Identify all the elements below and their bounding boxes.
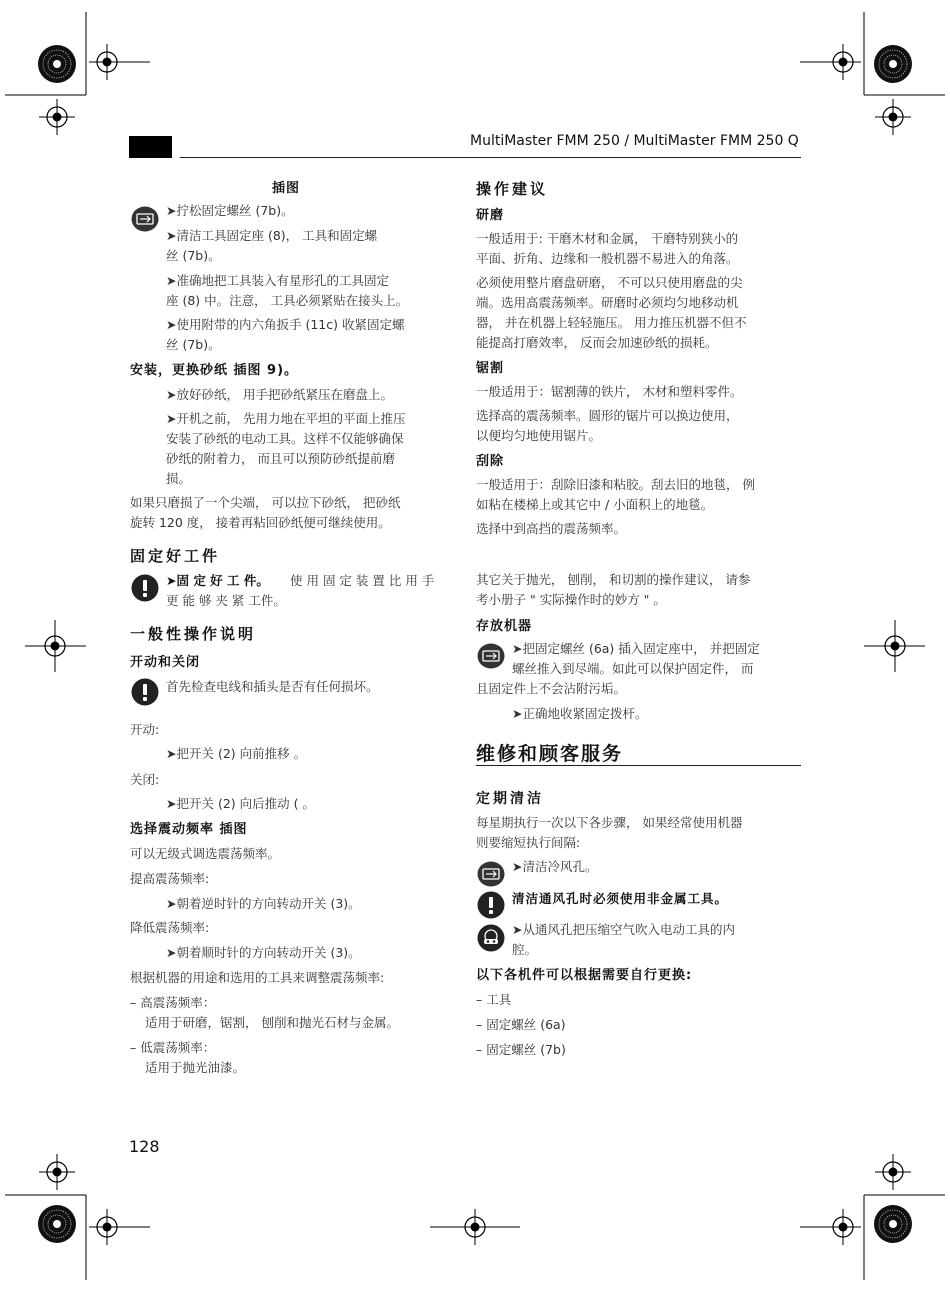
freq-heading: 选择震动频率 插图 (130, 822, 248, 837)
scrape-heading: 刮除 (476, 454, 505, 469)
step-line: ➤开机之前， 先用力地在平坦的平面上推压 (166, 411, 406, 426)
high-label: – 高震荡频率： (130, 995, 216, 1010)
step-line: 丝 (7b)。 (166, 248, 221, 263)
check-text: 首先检查电线和插头是否有任何损坏。 (166, 679, 379, 694)
step-line: ➤放好砂纸， 用手把砂纸紧压在磨盘上。 (166, 387, 393, 402)
off-step: ➤把开关 (2) 向后推动 ( 。 (166, 796, 315, 811)
tool-icon (477, 861, 505, 887)
replace-item: – 固定螺丝 (7b) (476, 1042, 566, 1057)
low-label: – 低震荡频率： (130, 1040, 216, 1055)
saw-line: 一般适用于：锯割薄的铁片， 木材和塑料零件。 (476, 384, 743, 399)
blow-line: ➤从通风孔把压缩空气吹入电动工具的内 (512, 922, 735, 937)
off-label: 关闭: (130, 772, 160, 787)
storage-line: ➤把固定螺丝 (6a) 插入固定座中， 并把固定 (512, 641, 760, 656)
storage-heading: 存放机器 (476, 619, 533, 634)
freq-down: ➤朝着顺时针的方向转动开关 (3)。 (166, 945, 361, 960)
freq-line: 可以无级式调选震荡频率。 (130, 846, 281, 861)
step-line: 安装了砂纸的电动工具。这样不仅能够确保 (166, 431, 404, 446)
note-line: 如果只磨损了一个尖端， 可以拉下砂纸， 把砂纸 (130, 495, 401, 510)
language-tab (129, 136, 172, 158)
cleaning-heading: 定期清洁 (476, 791, 544, 807)
saw-line: 选择高的震荡频率。圆形的锯片可以换边使用， (476, 408, 739, 423)
sanding-line: 必须使用整片磨盘研磨， 不可以只使用磨盘的尖 (476, 275, 743, 290)
warn-tool: 清洁通风孔时必须使用非金属工具。 (512, 891, 729, 906)
sanding-line: 器， 并在机器上轻轻施压。 用力推压机器不但不 (476, 315, 747, 330)
sanding-line: 端。选用高震荡频率。研磨时必须均匀地移动机 (476, 295, 739, 310)
on-step: ➤把开关 (2) 向前推移 。 (166, 746, 307, 761)
sanding-heading: 研磨 (476, 208, 505, 223)
freq-adjust: 根据机器的用途和选用的工具来调整震荡频率: (130, 970, 385, 985)
freq-up: ➤朝着逆时针的方向转动开关 (3)。 (166, 896, 361, 911)
tool-icon (131, 206, 159, 232)
high-text: 适用于研磨，锯割， 刨削和抛光石材与金属。 (145, 1015, 399, 1030)
scrape-line: 如粘在楼梯上或其它中 / 小面积上的地毯。 (476, 497, 714, 512)
header-rule (180, 157, 801, 158)
sanding-line: 一般适用于: 干磨木材和金属， 干磨特别狭小的 (476, 231, 739, 246)
goggles-icon (477, 924, 505, 952)
service-rule (476, 765, 801, 766)
header-title: MultiMaster FMM 250 / MultiMaster FMM 250 Q (470, 133, 799, 149)
fix-heading: 固定好工件 (130, 547, 221, 565)
freq-line: 提高震荡频率: (130, 871, 210, 886)
onoff-heading: 开动和关闭 (130, 655, 201, 670)
tips-heading: 操作建议 (476, 180, 549, 198)
warning-icon (131, 678, 159, 706)
saw-heading: 锯割 (476, 361, 505, 376)
scrape-line: 一般适用于：刮除旧漆和粘胶。刮去旧的地毯， 例 (476, 477, 755, 492)
step-line: 座 (8) 中。注意， 工具必须紧贴在接头上。 (166, 293, 409, 308)
warning-icon (131, 574, 159, 602)
note-line: 旋转 120 度， 接着再粘回砂纸便可继续使用。 (130, 515, 391, 530)
replace-item: – 固定螺丝 (6a) (476, 1017, 566, 1032)
scrape-line: 选择中到高挡的震荡频率。 (476, 521, 627, 536)
page-number: 128 (129, 1137, 160, 1156)
tool-icon (477, 643, 505, 669)
sandpaper-heading: 安装，更换砂纸 插图 9)。 (130, 363, 299, 378)
fix-bold: ➤固 定 好 工 件。 (166, 573, 269, 588)
step-line: ➤清洁工具固定座 (8)， 工具和固定螺 (166, 228, 378, 243)
sanding-line: 能提高打磨效率， 反而会加速砂纸的损耗。 (476, 335, 718, 350)
saw-line: 以便均匀地使用锯片。 (476, 428, 602, 443)
step-line: 丝 (7b)。 (166, 337, 221, 352)
cleaning-line: 每星期执行一次以下各步骤， 如果经常使用机器 (476, 815, 743, 830)
on-label: 开动: (130, 722, 160, 737)
warning-icon (477, 891, 505, 919)
storage-step: ➤正确地收紧固定拨杆。 (512, 706, 648, 721)
low-text: 适用于抛光油漆。 (145, 1060, 246, 1075)
replace-heading: 以下各机件可以根据需要自行更换: (476, 968, 693, 983)
storage-line: 螺丝推入到尽端。如此可以保护固定件， 而 (512, 661, 754, 676)
step-line: ➤准确地把工具装入有星形孔的工具固定 (166, 273, 389, 288)
cleaning-line: 则要缩短执行间隔: (476, 835, 581, 850)
sanding-line: 平面、折角、边缘和一般机器不易进入的角落。 (476, 251, 739, 266)
clean-vents: ➤清洁冷风孔。 (512, 859, 598, 874)
step-line: 砂纸的附着力， 而且可以预防砂纸提前磨 (166, 451, 395, 466)
other-line: 考小册子 " 实际操作时的妙方 " 。 (476, 592, 666, 607)
step-line: ➤拧松固定螺丝 (7b)。 (166, 203, 294, 218)
fix-text: 更 能 够 夹 紧 工件。 (166, 593, 286, 608)
blow-line: 腔。 (512, 942, 538, 957)
fig-label: 插图 (272, 181, 301, 196)
other-line: 其它关于抛光， 刨削， 和切割的操作建议， 请参 (476, 572, 751, 587)
fix-text: 使 用 固 定 装 置 比 用 手 (290, 573, 435, 588)
step-line: ➤使用附带的内六角扳手 (11c) 收紧固定螺 (166, 317, 405, 332)
freq-down-label: 降低震荡频率: (130, 920, 210, 935)
general-heading: 一般性操作说明 (130, 625, 257, 643)
storage-line: 且固定件上不会沾附污垢。 (476, 681, 627, 696)
replace-item: – 工具 (476, 992, 512, 1007)
service-heading: 维修和顾客服务 (476, 743, 624, 765)
step-line: 损。 (166, 471, 192, 486)
